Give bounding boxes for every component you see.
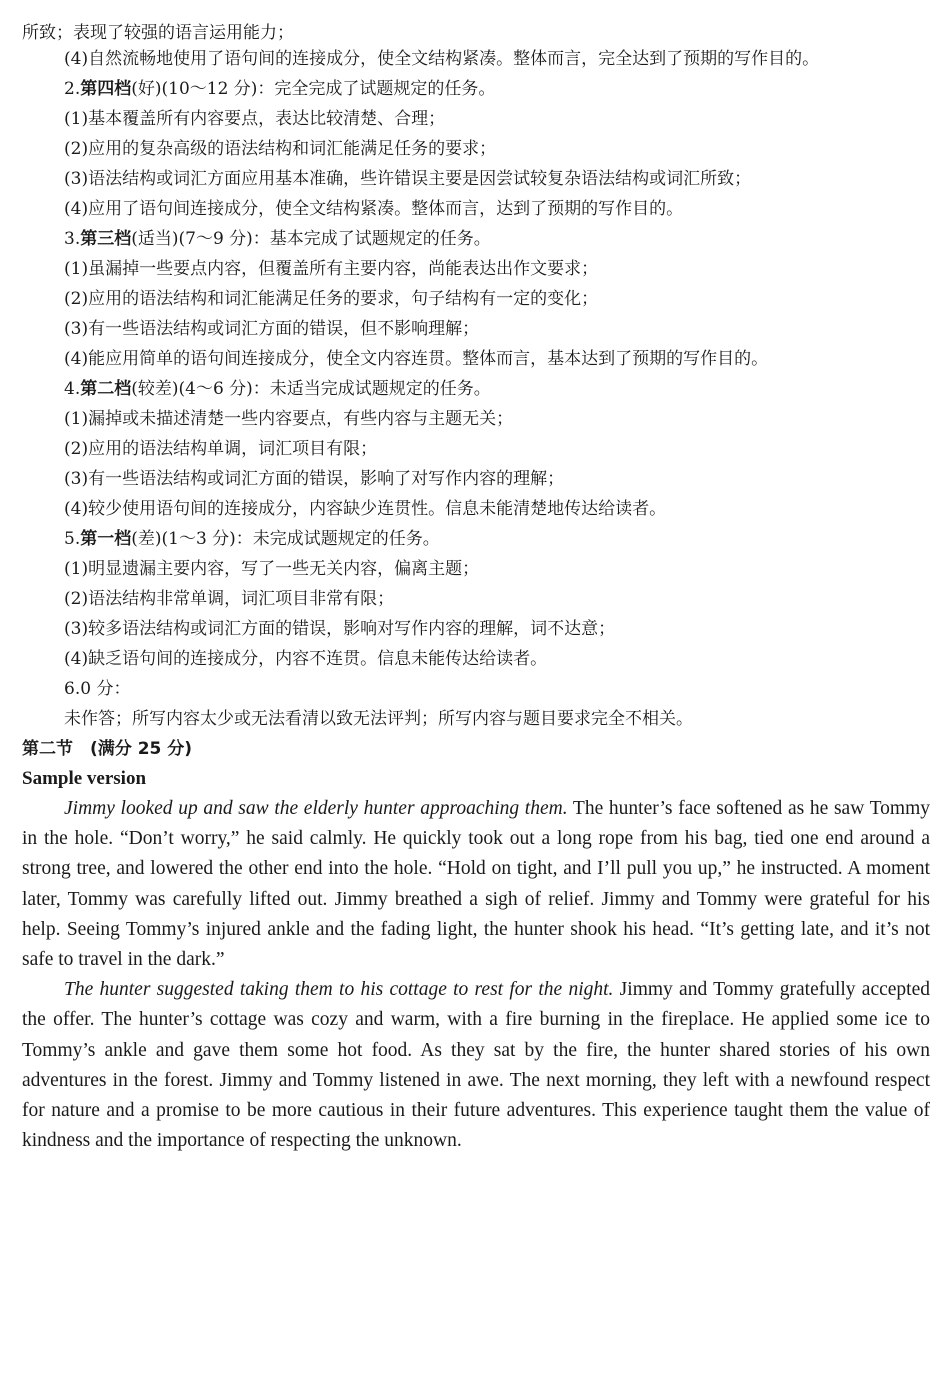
level-item: (4)较少使用语句间的连接成分，内容缺少连贯性。信息未能清楚地传达给读者。: [64, 499, 667, 519]
level-item: (4)应用了语句间连接成分，使全文结构紧凑。整体而言，达到了预期的写作目的。: [64, 199, 684, 219]
paragraph-body: Jimmy and Tommy gratefully accepted the offer. The hunter’s cottage was cozy and warm, with a fire burning in the fireplace. He applied some ice to Tommy’s ankle and gave them some hot food. As they sat by the fire, the hunter shared stories of his own adventures in the forest. Jimmy and Tommy listened in awe. The next morning, they left with a newfound respect for nature and a promise to be more cautious in their future adventures. This experience taught them the value of kindness and the importance of respecting the unknown.: [22, 979, 931, 1152]
level-3: [22, 224, 930, 374]
cut-off-line: 所致；表现了较强的语言运用能力；: [22, 23, 294, 43]
level-item: (1)明显遗漏主要内容，写了一些无关内容，偏离主题；: [64, 559, 480, 579]
level-5: [22, 524, 930, 674]
level-number: 3.: [64, 229, 81, 249]
level-name: 第三档: [80, 229, 132, 249]
level-heading: [22, 74, 930, 104]
level-number: 2.: [64, 79, 81, 99]
level-number: 4.: [64, 379, 81, 399]
section-2-title: 第二节 (满分 25 分): [22, 739, 193, 759]
level-heading: [22, 224, 930, 254]
level-item: (2)语法结构非常单调，词汇项目非常有限；: [64, 589, 395, 609]
paragraph-body: The hunter’s face softened as he saw Tommy in the hole. “Don’t worry,” he said calmly. He quickly took out a long rope from his bag, tied one end around a strong tree, and lowered the other end into the hole. “Hold on tight, and I’ll pull you up,” he instructed. A moment later, Tommy was carefully lifted out. Jimmy breathed a sigh of relief. Jimmy and Tommy were grateful for his help. Seeing Tommy’s injured ankle and the fading light, the hunter shook his head. “It’s getting late, and it’s not safe to travel in the dark.”: [22, 798, 930, 971]
document-page: [22, 44, 930, 1156]
level-item: (1)基本覆盖所有内容要点，表达比较清楚、合理；: [64, 109, 446, 129]
level-item: (3)较多语法结构或词汇方面的错误，影响对写作内容的理解，词不达意；: [64, 619, 616, 639]
level-item: (1)虽漏掉一些要点内容，但覆盖所有主要内容，尚能表达出作文要求；: [64, 259, 599, 279]
zero-score-text: 未作答；所写内容太少或无法看清以致无法评判；所写内容与题目要求完全不相关。: [64, 709, 693, 729]
level-name: 第二档: [80, 379, 132, 399]
level-item: (3)有一些语法结构或词汇方面的错误，但不影响理解；: [64, 319, 480, 339]
level5-item-4: (4)自然流畅地使用了语句间的连接成分，使全文结构紧凑。整体而言，完全达到了预期的写作目的。: [64, 49, 820, 69]
level-heading: [22, 374, 930, 404]
level-2: [22, 74, 930, 224]
level-item: (2)应用的语法结构单调，词汇项目有限；: [64, 439, 378, 459]
sample-paragraph-2: [22, 975, 930, 1156]
level-item: (2)应用的复杂高级的语法结构和词汇能满足任务的要求；: [64, 139, 497, 159]
level-desc: (较差)(4～6 分)：未适当完成试题规定的任务。: [131, 379, 491, 399]
level-desc: (差)(1～3 分)：未完成试题规定的任务。: [131, 529, 440, 549]
level-item: (2)应用的语法结构和词汇能满足任务的要求，句子结构有一定的变化；: [64, 289, 599, 309]
level-desc: (好)(10～12 分)：完全完成了试题规定的任务。: [131, 79, 496, 99]
level-item: (4)缺乏语句间的连接成分，内容不连贯。信息未能传达给读者。: [64, 649, 548, 669]
level-item: (1)漏掉或未描述清楚一些内容要点，有些内容与主题无关；: [64, 409, 514, 429]
level-heading: [22, 524, 930, 554]
level-number: 5.: [64, 529, 81, 549]
level-name: 第一档: [80, 529, 132, 549]
paragraph-opening-sentence: Jimmy looked up and saw the elderly hunter approaching them.: [64, 798, 568, 819]
zero-score-title: 6.0 分：: [64, 679, 131, 699]
level-item: (4)能应用简单的语句间连接成分，使全文内容连贯。整体而言，基本达到了预期的写作目的。: [64, 349, 769, 369]
level-name: 第四档: [80, 79, 132, 99]
level-4: [22, 374, 930, 524]
level-item: (3)语法结构或词汇方面应用基本准确，些许错误主要是因尝试较复杂语法结构或词汇所致；: [64, 169, 752, 189]
paragraph-opening-sentence: The hunter suggested taking them to his cottage to rest for the night.: [64, 979, 614, 1001]
sample-paragraph-1: [22, 794, 930, 975]
level-desc: (适当)(7～9 分)：基本完成了试题规定的任务。: [131, 229, 491, 249]
level-item: (3)有一些语法结构或词汇方面的错误，影响了对写作内容的理解；: [64, 469, 565, 489]
sample-version-label: Sample version: [22, 768, 147, 789]
